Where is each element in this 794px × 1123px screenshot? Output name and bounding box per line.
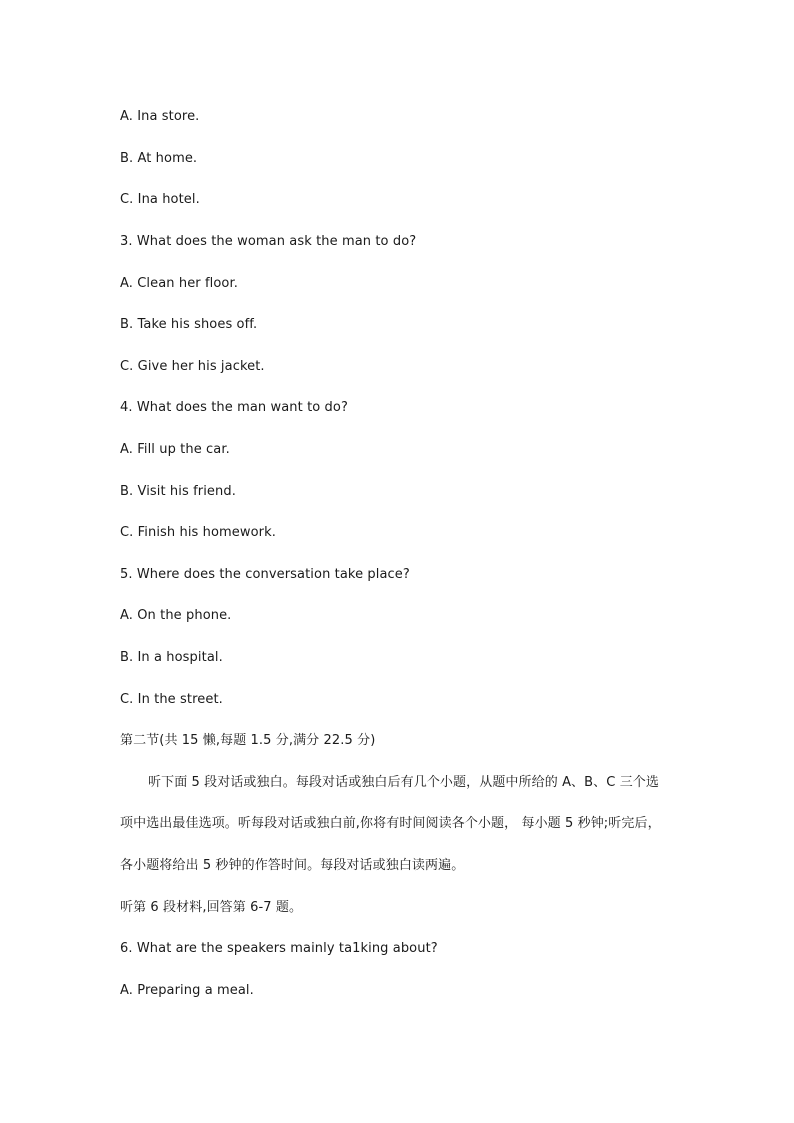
option-3c: C. Give her his jacket. xyxy=(120,359,265,374)
section-heading: 第二节(共 15 懒,每题 1.5 分,满分 22.5 分) xyxy=(120,733,376,748)
option-2a: A. Ina store. xyxy=(120,109,200,124)
option-2b: B. At home. xyxy=(120,151,198,166)
instructions-line-3: 各小题将给出 5 秒钟的作答时间。每段对话或独白读两遍。 xyxy=(120,858,465,873)
option-2c: C. Ina hotel. xyxy=(120,192,200,207)
option-5c: C. In the street. xyxy=(120,692,223,707)
question-3: 3. What does the woman ask the man to do? xyxy=(120,234,417,249)
option-4c: C. Finish his homework. xyxy=(120,525,276,540)
option-3b: B. Take his shoes off. xyxy=(120,317,258,332)
option-4b: B. Visit his friend. xyxy=(120,484,236,499)
question-4: 4. What does the man want to do? xyxy=(120,400,348,415)
instructions-line-2: 项中选出最佳选项。听每段对话或独白前,你将有时间阅读各个小题， 每小题 5 秒钟;听完后， xyxy=(120,816,661,831)
option-4a: A. Fill up the car. xyxy=(120,442,230,457)
question-5: 5. Where does the conversation take place? xyxy=(120,567,410,582)
question-6: 6. What are the speakers mainly ta1king about? xyxy=(120,941,438,956)
option-5b: B. In a hospital. xyxy=(120,650,223,665)
option-6a: A. Preparing a meal. xyxy=(120,983,254,998)
instructions-line-1: 听下面 5 段对话或独白。每段对话或独白后有几个小题，从题中所给的 A、B、C 三个选 xyxy=(148,775,659,790)
option-3a: A. Clean her floor. xyxy=(120,276,238,291)
option-5a: A. On the phone. xyxy=(120,608,232,623)
material-note: 听第 6 段材料,回答第 6-7 题。 xyxy=(120,900,303,915)
